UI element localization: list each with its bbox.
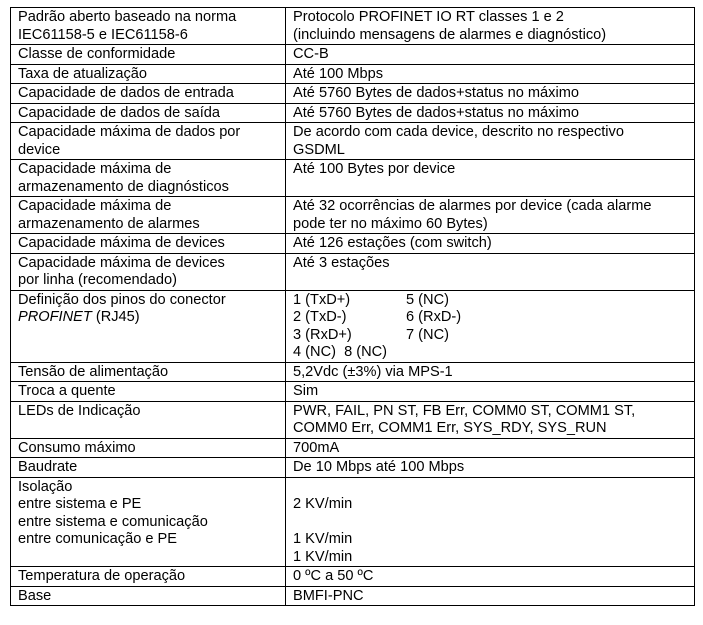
table-row (11, 197, 695, 234)
label-cell: Capacidade de dados de entrada (11, 84, 286, 104)
label-cell: Classe de conformidade (11, 45, 286, 65)
table-row (11, 253, 695, 290)
label-cell: Troca a quente (11, 382, 286, 402)
label-cell: Isolação entre sistema e PE entre sistema e comunicação entre comunicação e PE (11, 477, 286, 567)
pin-line: 3 (RxD+) 7 (NC) (293, 326, 449, 343)
table-row (11, 362, 695, 382)
table-row (11, 64, 695, 84)
table-row (11, 8, 695, 45)
label-cell: Capacidade máxima de devices (11, 234, 286, 254)
table-row-isolation (11, 477, 695, 567)
table-row (11, 382, 695, 402)
table-row (11, 586, 695, 606)
label-cell: Baudrate (11, 458, 286, 478)
label-cell: Capacidade máxima de devices por linha (recomendado) (11, 253, 286, 290)
label-cell: Capacidade máxima de dados por device (11, 123, 286, 160)
table-row (11, 438, 695, 458)
value-cell: 5,2Vdc (±3%) via MPS-1 (286, 362, 695, 382)
table-row-pins (11, 290, 695, 362)
value-cell: 0 ºC a 50 ºC (286, 567, 695, 587)
pin-line: 2 (TxD-) 6 (RxD-) (293, 309, 462, 325)
table-row (11, 234, 695, 254)
value-cell: Até 126 estações (com switch) (286, 234, 695, 254)
value-cell: 2 KV/min 1 KV/min 1 KV/min (286, 477, 695, 567)
protocol-name: PROFINET (18, 309, 92, 325)
value-cell: BMFI-PNC (286, 586, 695, 606)
pin-line: 4 (NC) 8 (NC) (293, 344, 388, 360)
table-row (11, 45, 695, 65)
specifications-table (10, 7, 695, 606)
label-cell: Definição dos pinos do conector PROFINET (RJ45) (11, 290, 286, 362)
value-cell: De 10 Mbps até 100 Mbps (286, 458, 695, 478)
label-cell: LEDs de Indicação (11, 401, 286, 438)
label-cell: Taxa de atualização (11, 64, 286, 84)
label-cell: Base (11, 586, 286, 606)
value-cell: 700mA (286, 438, 695, 458)
value-cell: De acordo com cada device, descrito no respectivo GSDML (286, 123, 695, 160)
value-cell: Até 3 estações (286, 253, 695, 290)
value-cell: CC-B (286, 45, 695, 65)
table-row (11, 567, 695, 587)
value-cell: Até 100 Mbps (286, 64, 695, 84)
value-cell: Protocolo PROFINET IO RT classes 1 e 2 (incluindo mensagens de alarmes e diagnóstico) (286, 8, 695, 45)
table-row (11, 458, 695, 478)
label-cell: Consumo máximo (11, 438, 286, 458)
value-cell: Sim (286, 382, 695, 402)
value-cell (286, 290, 695, 362)
table-row (11, 401, 695, 438)
label-cell: Capacidade de dados de saída (11, 103, 286, 123)
table-row (11, 84, 695, 104)
label-cell: Padrão aberto baseado na norma IEC61158-5 e IEC61158-6 (11, 8, 286, 45)
label-cell: Tensão de alimentação (11, 362, 286, 382)
pin-line: 1 (TxD+) 5 (NC) (293, 291, 449, 308)
value-cell: Até 32 ocorrências de alarmes por device (cada alarme pode ter no máximo 60 Bytes) (286, 197, 695, 234)
label-cell: Temperatura de operação (11, 567, 286, 587)
label-cell: Capacidade máxima de armazenamento de alarmes (11, 197, 286, 234)
table-row (11, 103, 695, 123)
label-cell: Capacidade máxima de armazenamento de diagnósticos (11, 160, 286, 197)
value-cell: Até 100 Bytes por device (286, 160, 695, 197)
value-cell: Até 5760 Bytes de dados+status no máximo (286, 103, 695, 123)
value-cell: PWR, FAIL, PN ST, FB Err, COMM0 ST, COMM1 ST, COMM0 Err, COMM1 Err, SYS_RDY, SYS_RUN (286, 401, 695, 438)
value-cell: Até 5760 Bytes de dados+status no máximo (286, 84, 695, 104)
table-row (11, 123, 695, 160)
table-row (11, 160, 695, 197)
